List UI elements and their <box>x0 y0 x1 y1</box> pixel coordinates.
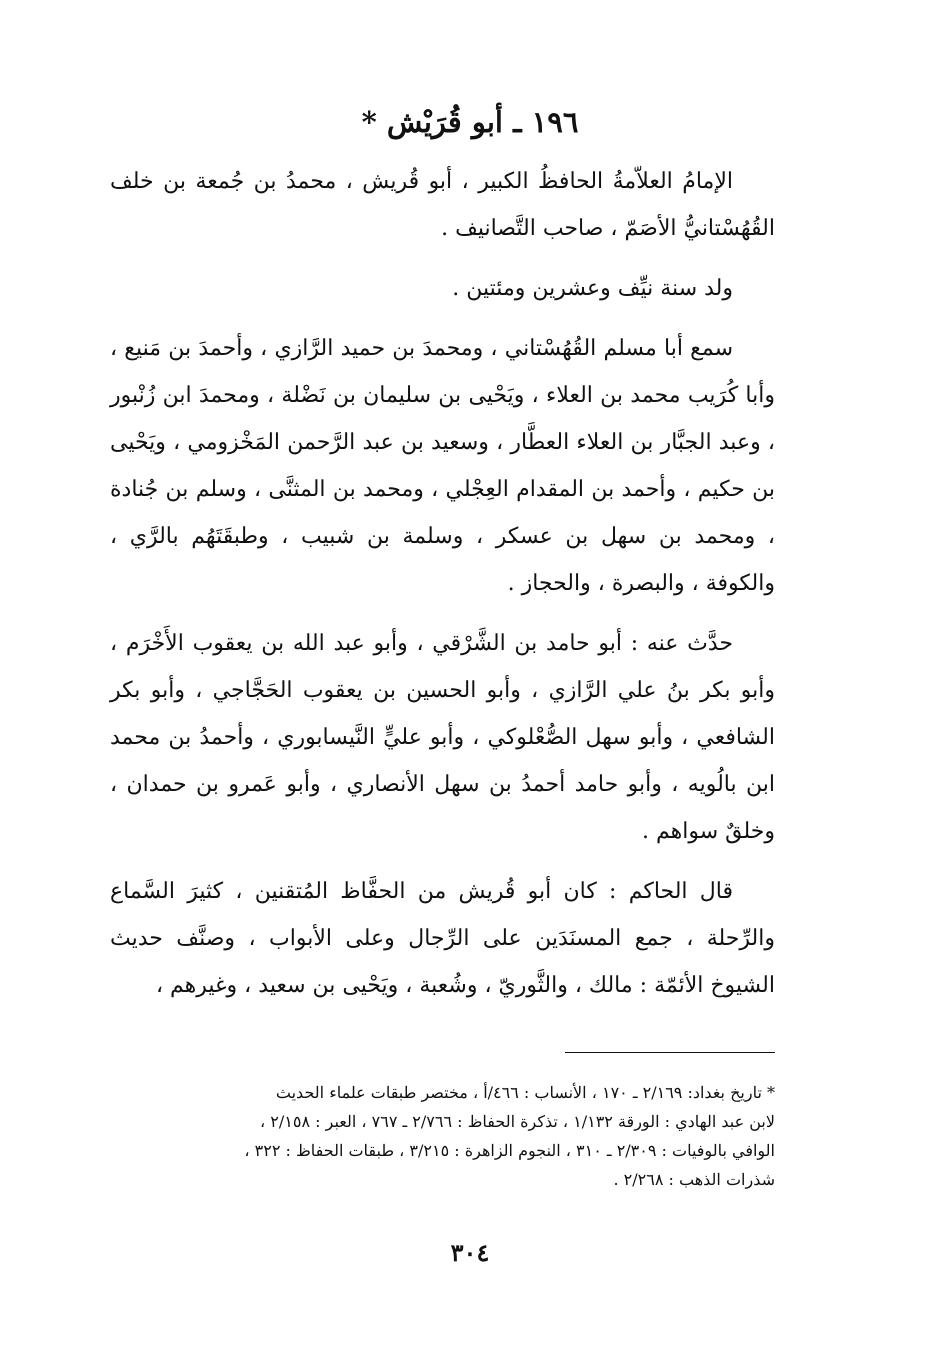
paragraph-intro: الإمامُ العلاّمةُ الحافظُ الكبير ، أبو قُريش ، محمدُ بن جُمعة بن خلف القُهُسْتانيُّ الأصَمّ ، صاحب التَّصانيف . <box>110 169 775 241</box>
page-number: ٣٠٤ <box>450 1238 490 1267</box>
footnote-line: الوافي بالوفيات : ٢/٣٠٩ ـ ٣١٠ ، النجوم الزاهرة : ٣/٢١٥ ، طبقات الحفاظ : ٣٢٢ ، <box>244 1141 775 1160</box>
footnote-line: * تاريخ بغداد: ٢/١٦٩ ـ ١٧٠ ، الأنساب : ٤٦٦/أ ، مختصر طبقات علماء الحديث <box>275 1083 775 1102</box>
footnote-divider <box>565 1052 775 1053</box>
footnote-line: لابن عبد الهادي : الورقة ١/١٣٢ ، تذكرة الحفاظ : ٢/٧٦٦ ـ ٧٦٧ ، العبر : ٢/١٥٨ ، <box>260 1112 775 1131</box>
paragraph-birth: ولد سنة نيِّف وعشرين ومئتين . <box>452 276 733 301</box>
footnote-line: شذرات الذهب : ٢/٢٦٨ . <box>613 1170 775 1189</box>
entry-title: ١٩٦ ـ أبو قُرَيْش * <box>361 105 579 139</box>
biography-text <box>110 158 775 1022</box>
paragraph-hakim-quote: قال الحاكم : كان أبو قُريش من الحفَّاظ المُتقنين ، كثيرَ السَّماع والرِّحلة ، جمع المسنَدَين على الرِّجال وعلى الأبواب ، وصنَّف حديث الشيوخ الأئمّة : مالك ، والثَّوريّ ، وشُعبة ، ويَحْيى بن سعيد ، وغيرهم ، <box>110 879 775 998</box>
footnote <box>110 1078 775 1194</box>
paragraph-teachers: سمع أبا مسلم القُهُسْتاني ، ومحمدَ بن حميد الرَّازي ، وأحمدَ بن مَنيع ، وأبا كُرَيب محمد بن العلاء ، ويَحْيى بن سليمان بن نَضْلة ، ومحمدَ ابن زُنْبور ، وعبد الجبَّار بن العلاء العطَّار ، وسعيد بن عبد الرَّحمن المَخْزومي ، ويَحْيى بن حكيم ، وأحمد بن المقدام العِجْلي ، ومحمد بن المثنَّى ، وسلم بن جُنادة ، ومحمد بن سهل بن عسكر ، وسلمة بن شبيب ، وطبقَتَهُم بالرَّي ، والكوفة ، والبصرة ، والحجاز . <box>110 336 775 596</box>
paragraph-students: حدَّث عنه : أبو حامد بن الشَّرْقي ، وأبو عبد الله بن يعقوب الأَخْرَم ، وأبو بكر بنُ علي الرَّازي ، وأبو الحسين بن يعقوب الحَجَّاجي ، وأبو بكر الشافعي ، وأبو سهل الصُّعْلوكي ، وأبو عليٍّ النَّيسابوري ، وأحمدُ بن محمد ابن بالُويه ، وأبو حامد أحمدُ بن سهل الأنصاري ، وأبو عَمرو بن حمدان ، وخلقٌ سواهم . <box>110 631 775 844</box>
